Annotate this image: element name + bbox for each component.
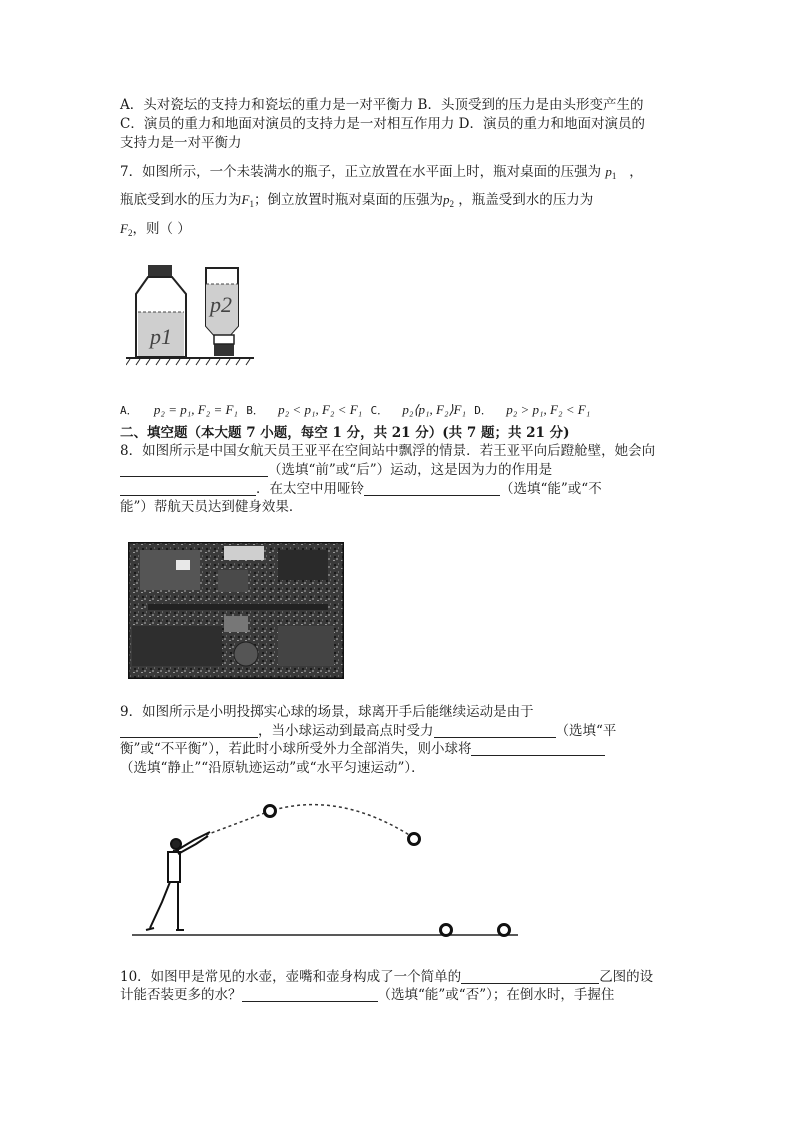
- q6-option-c: C．演员的重力和地面对演员的支持力是一对相互作用力: [120, 116, 455, 132]
- upright-bottle: [136, 265, 186, 357]
- q7-symbol-p1: $p_1$: [605, 164, 617, 181]
- q9-line-1: 9．如图所示是小明投掷实心球的场景，球离开手后能继续运动是由于: [120, 704, 534, 720]
- svg-text:p2: p2: [210, 292, 232, 317]
- q10-stem-2a: 计能否装更多的水？: [120, 987, 242, 1003]
- q9-blank-1[interactable]: [120, 723, 258, 738]
- q10-line-2: [120, 986, 614, 1005]
- q7-option-b-formula: p₂ < p₁, F₂ < F₁: [278, 402, 363, 417]
- section-heading: 二、填空题（本大题 7 小题，每空 1 分，共 21 分）(共 7 题；共 21 分): [120, 425, 570, 441]
- q10-blank-2[interactable]: [242, 987, 378, 1002]
- q10-line-1: [120, 968, 653, 987]
- q6-line-2: [120, 115, 645, 134]
- q6-line-1: [120, 96, 643, 115]
- q8-stem-3b: （选填“能”或“不: [500, 481, 602, 497]
- q9-blank-2[interactable]: [434, 723, 556, 738]
- q6-option-d-cont: 支持力是一对平衡力: [120, 135, 242, 151]
- q9-stem-2a: ，当小球运动到最高点时受力: [258, 723, 434, 739]
- q7-symbol-F1: $F_1$: [241, 192, 254, 209]
- q7-option-c-label: C．: [370, 404, 389, 417]
- q8-line-1: 8．如图所示是中国女航天员王亚平在空间站中飘浮的情景．若王亚平向后蹬舱壁，她会向: [120, 443, 656, 459]
- q8-line-2: [120, 461, 552, 480]
- shot-put-figure: [130, 792, 520, 942]
- q7-option-c-formula: p₂⟨p₁, F₂⟩F₁: [402, 402, 466, 417]
- space-station-photo: [128, 542, 344, 679]
- trajectory-path: [206, 805, 414, 838]
- ball-descending: [409, 834, 420, 845]
- q8-blank-1[interactable]: [120, 462, 268, 477]
- q7-symbol-F2: $F_2$: [120, 221, 133, 238]
- q7-option-a-formula: p₂ = p₁, F₂ = F₁: [153, 402, 238, 417]
- q8-line-4: 能”）帮航天员达到健身效果．: [120, 499, 303, 515]
- q6-option-a: A．头对瓷坛的支持力和瓷坛的重力是一对平衡力: [120, 97, 414, 113]
- q9-line-3: [120, 740, 605, 759]
- q6-line-3: [120, 134, 242, 153]
- q7-stem-2a: 瓶底受到水的压力为: [120, 192, 242, 208]
- q7-bottles-figure: [126, 262, 254, 366]
- q7-line-3: [120, 219, 191, 243]
- ball-on-ground-1: [441, 925, 452, 936]
- q7-symbol-p2: $p_2$: [442, 192, 454, 209]
- q10-stem-2b: （选填“能”或“否”）；在倒水时，手握住: [377, 987, 615, 1003]
- inverted-bottle: [206, 268, 238, 356]
- q10-stem-1a: 10．如图甲是常见的水壶，壶嘴和壶身构成了一个简单的: [120, 969, 462, 985]
- q7-stem-2c: ，瓶盖受到水的压力为: [458, 192, 594, 208]
- q7-stem-1: 7．如图所示，一个未装满水的瓶子，正立放置在水平面上时，瓶对桌面的压强为: [120, 164, 602, 180]
- q7-option-b-label: B．: [246, 404, 264, 417]
- q7-options-row: [120, 400, 590, 420]
- ball-at-peak: [265, 806, 276, 817]
- q9-line-4: （选填“静止”“沿原轨迹运动”或“水平匀速运动”）．: [120, 760, 425, 776]
- q7-option-d-label: D．: [474, 404, 492, 417]
- svg-text:p1: p1: [150, 324, 172, 349]
- q6-option-d: D．演员的重力和地面对演员的: [458, 116, 645, 132]
- q10-blank-1[interactable]: [461, 969, 599, 984]
- ball-on-ground-2: [499, 925, 510, 936]
- q6-option-b: B．头顶受到的压力是由头形变产生的: [417, 97, 644, 113]
- q8-stem-2a: （选填“前”或“后”）运动，这是因为力的作用是: [268, 462, 553, 478]
- q8-blank-2[interactable]: [120, 481, 256, 496]
- q9-blank-3[interactable]: [471, 741, 605, 756]
- q9-stem-2b: （选填“平: [555, 723, 617, 739]
- q10-stem-1b: 乙图的设: [599, 969, 654, 985]
- q7-line-2: [120, 190, 593, 214]
- q7-line-1: 7．如图所示，一个未装满水的瓶子，正立放置在水平面上时，瓶对桌面的压强为 $p_1$ ，: [120, 164, 643, 181]
- q7-option-d-formula: p₂ > p₁, F₂ < F₁: [506, 402, 591, 417]
- q8-line-3: [120, 480, 602, 499]
- thrower-figure: [146, 832, 210, 930]
- q8-blank-3[interactable]: [364, 481, 500, 496]
- q9-stem-3a: 衡”或“不平衡”），若此时小球所受外力全部消失，则小球将: [120, 741, 472, 757]
- q7-stem-3: ，则（ ）: [132, 221, 191, 237]
- q7-stem-2b: ；倒立放置时瓶对桌面的压强为: [253, 192, 443, 208]
- q8-stem-3a: ．在太空中用哑铃: [256, 481, 364, 497]
- q9-line-2: [120, 722, 616, 741]
- q7-option-a-label: A．: [120, 404, 138, 417]
